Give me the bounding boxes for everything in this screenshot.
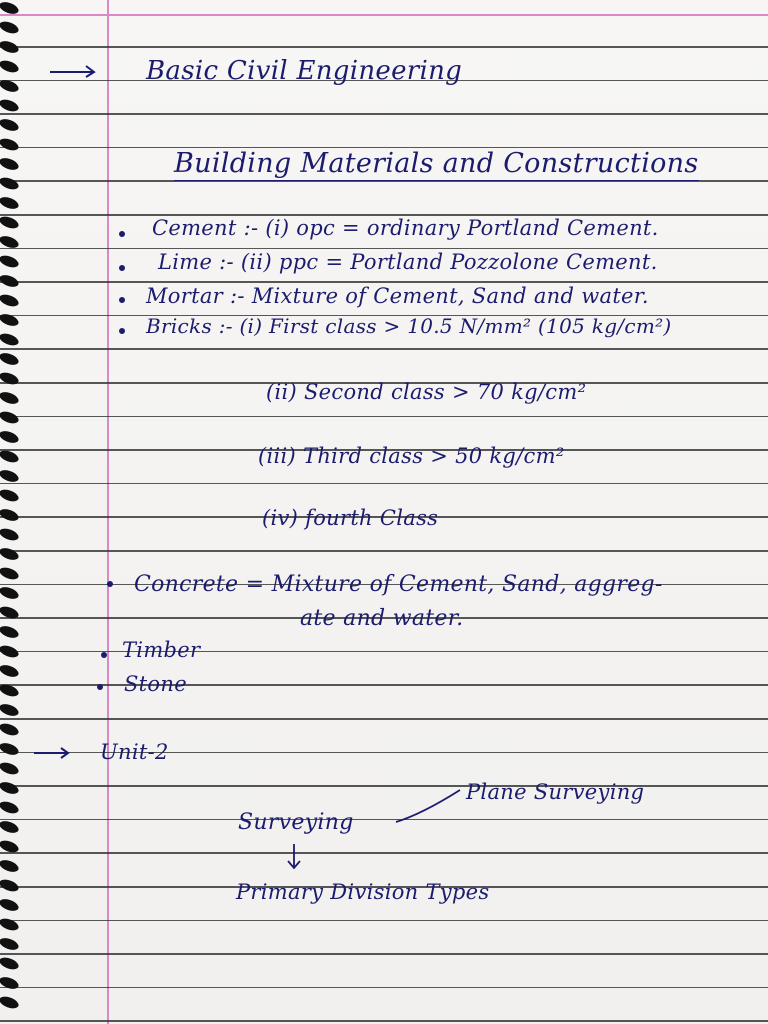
- mortar-line: Mortar :- Mixture of Cement, Sand and water.: [146, 284, 649, 308]
- ruled-line: [0, 113, 768, 115]
- ruled-line: [0, 987, 768, 989]
- ruled-line: [0, 684, 768, 686]
- cement-line: Cement :- (i) opc = ordinary Portland Cement.: [152, 216, 659, 240]
- concrete-line-cont: ate and water.: [300, 606, 464, 631]
- ruled-line: [0, 1020, 768, 1022]
- ruled-line: [0, 718, 768, 720]
- ruled-line: [0, 819, 768, 821]
- page-title: Basic Civil Engineering: [146, 56, 463, 86]
- spiral-binding-icon: [0, 0, 26, 1024]
- lime-line: Lime :- (ii) ppc = Portland Pozzolone Cement.: [158, 250, 658, 274]
- ruled-line: [0, 416, 768, 418]
- ruled-line: [0, 651, 768, 653]
- ruled-line: [0, 920, 768, 922]
- branch-line-icon: [392, 786, 464, 826]
- ruled-line: [0, 281, 768, 283]
- bricks-fourth-class: (iv) fourth Class: [262, 506, 439, 530]
- stone-line: Stone: [124, 672, 187, 696]
- unit-label: Unit-2: [100, 740, 169, 764]
- section-heading: Building Materials and Constructions: [174, 148, 699, 179]
- ruled-line: [0, 852, 768, 854]
- ruled-line: [0, 46, 768, 48]
- ruled-line: [0, 550, 768, 552]
- bricks-second-class: (ii) Second class > 70 kg/cm²: [266, 380, 587, 404]
- bricks-third-class: (iii) Third class > 50 kg/cm²: [258, 444, 565, 468]
- primary-division-label: Primary Division Types: [236, 880, 490, 904]
- bullet: [97, 684, 103, 690]
- bullet: [119, 297, 125, 303]
- bullet: [107, 581, 113, 587]
- bullet: [119, 265, 125, 271]
- concrete-line: Concrete = Mixture of Cement, Sand, aggreg-: [134, 572, 663, 597]
- plane-surveying-label: Plane Surveying: [466, 780, 645, 804]
- arrow-icon: [48, 64, 98, 80]
- ruled-line: [0, 483, 768, 485]
- ruled-line: [0, 953, 768, 955]
- down-arrow-icon: [284, 842, 304, 872]
- bullet: [119, 328, 125, 334]
- arrow-icon: [32, 746, 72, 760]
- ruled-line: [0, 248, 768, 250]
- bricks-line: Bricks :- (i) First class > 10.5 N/mm² (105 kg/cm²): [146, 314, 672, 338]
- ruled-line: [0, 348, 768, 350]
- bullet: [101, 652, 107, 658]
- left-margin-line: [107, 0, 109, 1024]
- timber-line: Timber: [122, 638, 201, 662]
- ruled-line: [0, 785, 768, 787]
- top-margin-line: [0, 14, 768, 16]
- surveying-label: Surveying: [238, 810, 354, 835]
- bullet: [119, 231, 125, 237]
